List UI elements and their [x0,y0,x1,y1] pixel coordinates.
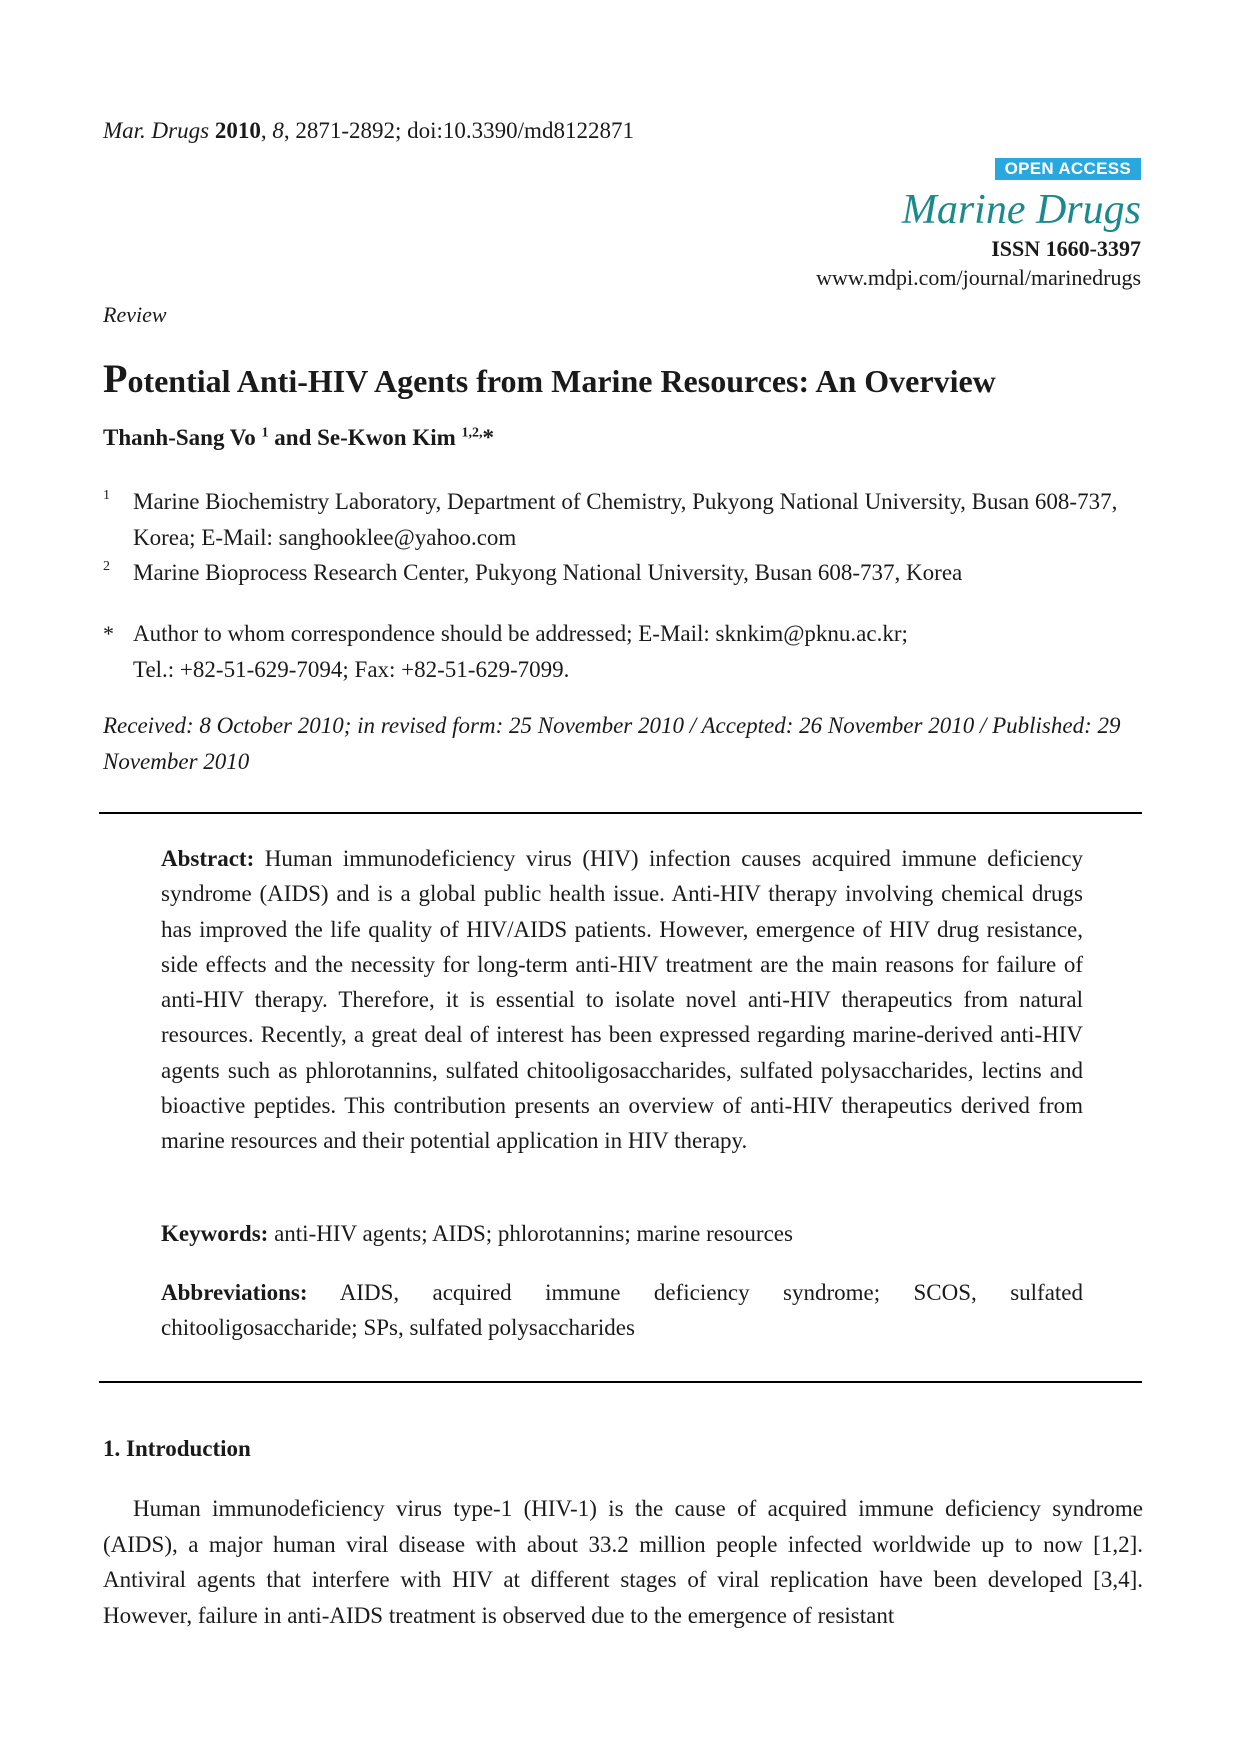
journal-url[interactable]: www.mdpi.com/journal/marinedrugs [816,265,1141,290]
publication-dates: Received: 8 October 2010; in revised form: 25 November 2010 / Accepted: 26 November 2010 / Published: 29 November 2010 [103,713,1121,774]
author-affiliation-mark: 1,2, [461,425,483,441]
keywords-text: anti-HIV agents; AIDS; phlorotannins; marine resources [274,1221,793,1246]
correspondence-line-1: Author to whom correspondence should be addressed; E-Mail: sknkim@pknu.ac.kr; [133,621,908,646]
article-type: Review [103,302,167,327]
section-heading: 1. Introduction [103,1436,251,1461]
journal-name: Marine Drugs [901,187,1141,233]
affiliation-mark: 2 [103,559,110,574]
abstract-label: Abstract: [161,846,255,871]
correspondence-mark: * [103,621,114,646]
affiliation-mark: 1 [103,488,110,503]
author-list [103,425,494,451]
issn: ISSN 1660-3397 [991,236,1141,261]
keywords [161,1216,1083,1251]
correspondence-line-2: Tel.: +82-51-629-7094; Fax: +82-51-629-7099. [133,657,570,682]
affiliation-text: Marine Bioprocess Research Center, Pukyong National University, Busan 608-737, Korea [133,560,963,585]
journal-abbreviation: Mar. Drugs [103,118,210,143]
author-connector: and [274,425,312,450]
affiliation-1 [103,484,1143,556]
abstract-text: Human immunodeficiency virus (HIV) infection causes acquired immune deficiency syndrome (AIDS) and is a global public health issue. Anti-HIV therapy involving chemical drugs has improved the life quality of HIV/AIDS patients. However, emergence of HIV drug resistance, side effects and the necessity for long-term anti-HIV treatment are the main reasons for failure of anti-HIV therapy. Therefore, it is essential to isolate novel anti-HIV therapeutics from natural resources. Recently, a great deal of interest has been expressed regarding marine-derived anti-HIV agents such as phlorotannins, sulfated chitooligosaccharides, sulfated polysaccharides, lectins and bioactive peptides. This contribution presents an overview of anti-HIV therapeutics derived from marine resources and their potential application in HIV therapy. [161,846,1084,1154]
author-name: Thanh-Sang Vo [103,425,256,450]
divider-top [99,812,1142,814]
abbreviations-text: AIDS, acquired immune deficiency syndrome; SCOS, sulfated chitooligosaccharide; SPs, sulfated polysaccharides [161,1280,1084,1341]
open-access-badge: OPEN ACCESS [995,158,1141,180]
abbreviations [161,1275,1083,1346]
citation-year: 2010 [214,118,261,143]
affiliation-text: Marine Biochemistry Laboratory, Department of Chemistry, Pukyong National University, Busan 608-737, Korea; E-Mail: sanghooklee@yahoo.com [133,489,1118,550]
citation-rest: , 2871-2892; doi:10.3390/md8122871 [283,118,634,143]
citation-volume: 8 [272,118,284,143]
citation-line: Mar. Drugs 2010, 8, 2871-2892; doi:10.3390/md8122871 [103,118,634,143]
keywords-label: Keywords: [161,1221,269,1246]
abbreviations-label: Abbreviations: [161,1280,308,1305]
corresponding-star: * [482,425,495,450]
affiliation-2 [103,555,1143,591]
title-rest: otential Anti-HIV Agents from Marine Resources: An Overview [127,363,996,399]
correspondence [103,616,1143,688]
section-paragraph: Human immunodeficiency virus type-1 (HIV-1) is the cause of acquired immune deficiency syndrome (AIDS), a major human viral disease with about 33.2 million people infected worldwide up to now [1,2]. Antiviral agents that interfere with HIV at different stages of viral replication have been developed [3,4]. However, failure in anti-AIDS treatment is observed due to the emergence of resistant [103,1496,1143,1628]
divider-bottom [99,1381,1142,1383]
article-title [103,355,996,402]
author-name: Se-Kwon Kim [317,425,456,450]
abstract [161,841,1083,1159]
title-first-letter: P [103,356,128,401]
author-affiliation-mark: 1 [261,425,269,441]
